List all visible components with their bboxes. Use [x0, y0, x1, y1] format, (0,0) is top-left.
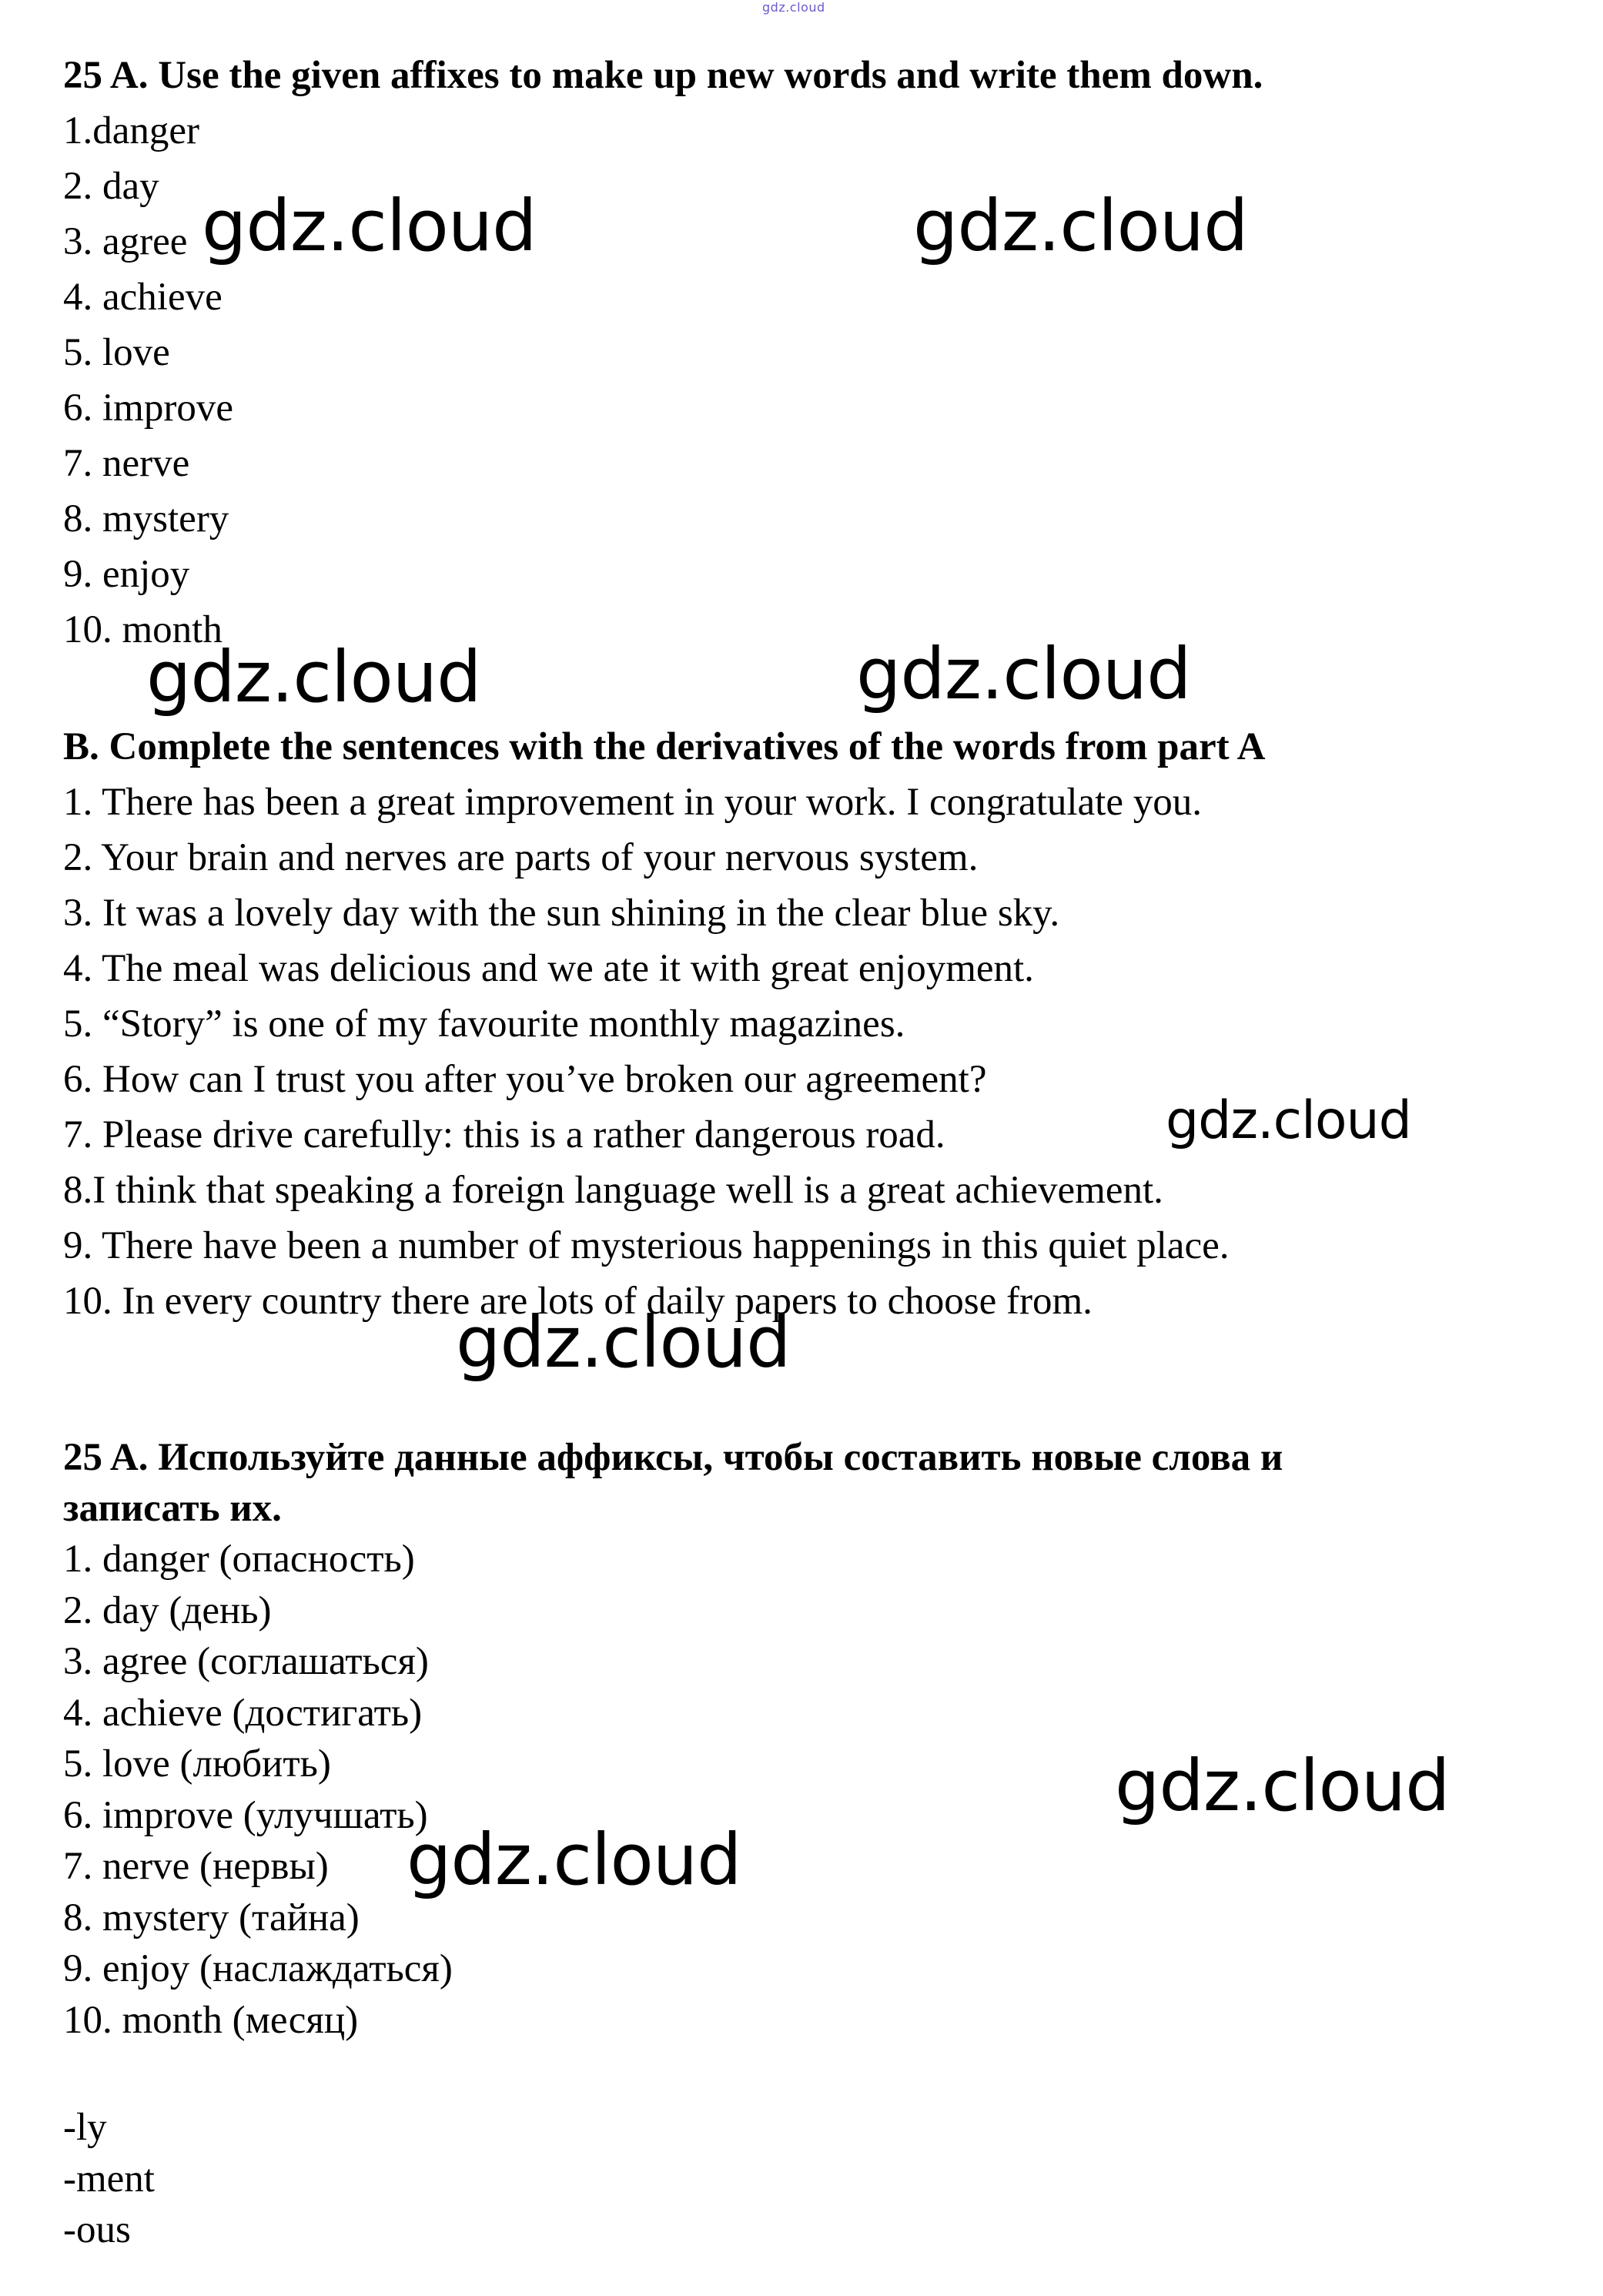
- part-b: [63, 719, 1541, 1329]
- part-b-sentence: 4. The meal was delicious and we ate it with great enjoyment.: [63, 947, 1034, 990]
- part-a-item: 1.danger: [63, 109, 200, 152]
- part-ru-item: 7. nerve (нервы): [63, 1845, 329, 1888]
- part-ru: [63, 1432, 1541, 2046]
- part-a-item: 6. improve: [63, 387, 233, 430]
- part-b-sentence: 2. Your brain and nerves are parts of your nervous system.: [63, 836, 979, 879]
- part-ru-heading-cont: записать их.: [63, 1487, 282, 1530]
- part-ru-item: 8. mystery (тайна): [63, 1896, 360, 1940]
- affix-item: -ment: [63, 2157, 155, 2201]
- part-b-sentence: 7. Please drive carefully: this is a rather dangerous road.: [63, 1113, 945, 1156]
- affix-item: -ly: [63, 2106, 107, 2149]
- watermark: gdz.cloud: [456, 1301, 791, 1384]
- affix-item: -ous: [63, 2208, 131, 2251]
- part-b-sentence: 8.I think that speaking a foreign language well is a great achievement.: [63, 1169, 1163, 1212]
- part-ru-item: 1. danger (опасность): [63, 1538, 415, 1581]
- part-a-item: 5. love: [63, 331, 170, 374]
- part-a-item: 8. mystery: [63, 497, 229, 541]
- watermark: gdz.cloud: [913, 185, 1248, 267]
- watermark: gdz.cloud: [856, 633, 1191, 715]
- part-b-sentence: 5. “Story” is one of my favourite monthly magazines.: [63, 1002, 905, 1046]
- part-b-heading: B. Complete the sentences with the derivatives of the words from part A: [63, 725, 1266, 768]
- watermark: gdz.cloud: [1115, 1745, 1450, 1827]
- part-ru-heading: 25 A. Используйте данные аффиксы, чтобы составить новые слова и: [63, 1436, 1283, 1479]
- affix-list: [63, 2102, 1541, 2256]
- part-ru-item: 4. achieve (достигать): [63, 1691, 423, 1735]
- watermark: gdz.cloud: [1166, 1090, 1411, 1151]
- part-b-sentence: 6. How can I trust you after you’ve broken our agreement?: [63, 1058, 987, 1101]
- part-ru-item: 5. love (любить): [63, 1742, 331, 1786]
- part-ru-item: 9. enjoy (наслаждаться): [63, 1947, 453, 1990]
- part-b-sentence: 3. It was a lovely day with the sun shining in the clear blue sky.: [63, 892, 1060, 935]
- part-ru-item: 6. improve (улучшать): [63, 1793, 428, 1837]
- part-a-item: 4. achieve: [63, 276, 223, 319]
- part-a-item: 2. day: [63, 165, 159, 208]
- part-ru-item: 10. month (месяц): [63, 1998, 359, 2042]
- watermark: gdz.cloud: [146, 636, 481, 718]
- top-watermark: gdz.cloud: [762, 0, 825, 15]
- watermark: gdz.cloud: [407, 1819, 741, 1901]
- part-ru-item: 2. day (день): [63, 1588, 272, 1632]
- watermark: gdz.cloud: [202, 185, 537, 267]
- part-b-sentence: 9. There have been a number of mysterious happenings in this quiet place.: [63, 1224, 1230, 1267]
- part-b-sentence: 10. In every country there are lots of daily papers to choose from.: [63, 1280, 1093, 1323]
- part-a-item: 10. month: [63, 608, 223, 651]
- part-a-item: 9. enjoy: [63, 553, 190, 596]
- part-a-item: 7. nerve: [63, 442, 190, 485]
- part-a-item: 3. agree: [63, 220, 188, 263]
- part-ru-item: 3. agree (соглашаться): [63, 1640, 429, 1683]
- part-a-heading: 25 A. Use the given affixes to make up new words and write them down.: [63, 54, 1263, 97]
- part-b-sentence: 1. There has been a great improvement in your work. I congratulate you.: [63, 781, 1202, 824]
- part-a: [63, 48, 1541, 658]
